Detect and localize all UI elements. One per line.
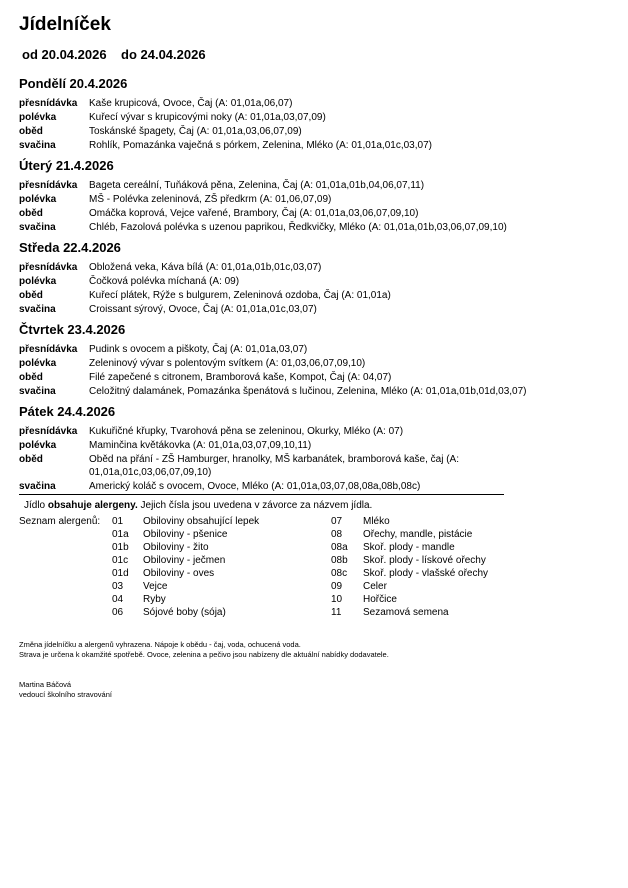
- meal-label: svačina: [19, 386, 56, 397]
- day-heading-tuesday: Úterý 21.4.2026: [19, 158, 114, 173]
- allergen-name: Vejce: [143, 581, 168, 592]
- allergen-name: Skoř. plody - lískové ořechy: [363, 555, 486, 566]
- meal-label: oběd: [19, 372, 43, 383]
- meal-text: Bageta cereální, Tuňáková pěna, Zelenina, Čaj (A: 01,01a,01b,04,06,07,11): [89, 180, 425, 191]
- allergen-name: Sezamová semena: [363, 607, 449, 618]
- meal-text: Maminčina květákovka (A: 01,01a,03,07,09,10,11): [89, 440, 312, 451]
- allergen-name: Ořechy, mandle, pistácie: [363, 529, 473, 540]
- signature-name: Martina Báčová: [19, 680, 72, 689]
- meal-text: Zeleninový vývar s polentovým svítkem (A: 01,03,06,07,09,10): [89, 358, 366, 369]
- meal-label: oběd: [19, 290, 43, 301]
- allergen-name: Sójové boby (sója): [143, 607, 226, 618]
- allergen-name: Obiloviny obsahující lepek: [143, 516, 260, 527]
- meal-label: přesnídávka: [19, 262, 78, 273]
- allergen-name: Skoř. plody - vlašské ořechy: [363, 568, 489, 579]
- allergen-note-suffix: Jejich čísla jsou uvedena v závorce za názvem jídla.: [137, 500, 373, 511]
- allergen-code: 01c: [112, 555, 129, 566]
- allergen-name: Obiloviny - oves: [143, 568, 215, 579]
- meal-text: Oběd na přání - ZŠ Hamburger, hranolky, MŠ karbanátek, bramborová kaše, čaj (A:: [89, 454, 459, 465]
- meal-label: polévka: [19, 358, 57, 369]
- meal-label: polévka: [19, 276, 57, 287]
- meal-label: přesnídávka: [19, 180, 78, 191]
- page-title: Jídelníček: [19, 14, 111, 35]
- day-heading-friday: Pátek 24.4.2026: [19, 404, 116, 419]
- allergen-code: 08a: [331, 542, 348, 553]
- meal-text: Americký koláč s ovocem, Ovoce, Mléko (A: 01,01a,03,07,08,08a,08b,08c): [89, 481, 421, 492]
- meal-text: Kuřecí vývar s krupicovými noky (A: 01,01a,03,07,09): [89, 112, 326, 123]
- menu-period: [22, 47, 206, 62]
- meal-label: svačina: [19, 140, 56, 151]
- meal-text: Chléb, Fazolová polévka s uzenou paprikou, Ředkvičky, Mléko (A: 01,01a,01b,03,06,07,09,10): [89, 222, 507, 233]
- allergen-name: Mléko: [363, 516, 390, 527]
- divider: [19, 494, 504, 495]
- allergen-list-label: Seznam alergenů:: [19, 516, 101, 527]
- allergen-code: 01a: [112, 529, 129, 540]
- period-to: do 24.04.2026: [121, 47, 206, 62]
- meal-label: oběd: [19, 454, 43, 465]
- allergen-code: 07: [331, 516, 343, 527]
- meal-label: přesnídávka: [19, 426, 78, 437]
- meal-text: Čočková polévka míchaná (A: 09): [89, 276, 240, 287]
- meal-text: Kukuřičné křupky, Tvarohová pěna se zeleninou, Okurky, Mléko (A: 07): [89, 426, 404, 437]
- footer-note-1: Změna jídelníčku a alergenů vyhrazena. Nápoje k obědu - čaj, voda, ochucená voda.: [19, 640, 301, 649]
- meal-label: svačina: [19, 304, 56, 315]
- meal-label: svačina: [19, 222, 56, 233]
- day-heading-wednesday: Středa 22.4.2026: [19, 240, 121, 255]
- meal-label: přesnídávka: [19, 98, 78, 109]
- footer-note-2: Strava je určena k okamžité spotřebě. Ovoce, zelenina a pečivo jsou nabízeny dle aktuální nabídky dodavatele.: [19, 650, 389, 659]
- allergen-code: 01d: [112, 568, 129, 579]
- meal-text: Croissant sýrový, Ovoce, Čaj (A: 01,01a,01c,03,07): [89, 304, 317, 315]
- meal-label: oběd: [19, 126, 43, 137]
- allergen-code: 01: [112, 516, 124, 527]
- allergen-name: Obiloviny - žito: [143, 542, 209, 553]
- meal-text: Toskánské špagety, Čaj (A: 01,01a,03,06,07,09): [89, 126, 302, 137]
- meal-text: Filé zapečené s citronem, Bramborová kaše, Kompot, Čaj (A: 04,07): [89, 372, 392, 383]
- meal-text: Rohlík, Pomazánka vaječná s pórkem, Zelenina, Mléko (A: 01,01a,01c,03,07): [89, 140, 432, 151]
- allergen-name: Obiloviny - pšenice: [143, 529, 228, 540]
- allergen-code: 08c: [331, 568, 348, 579]
- meal-text: Obložená veka, Káva bílá (A: 01,01a,01b,01c,03,07): [89, 262, 322, 273]
- period-from: od 20.04.2026: [22, 47, 107, 62]
- allergen-code: 08: [331, 529, 343, 540]
- allergen-note: [24, 500, 372, 511]
- meal-text: Kuřecí plátek, Rýže s bulgurem, Zeleninová ozdoba, Čaj (A: 01,01a): [89, 290, 391, 301]
- allergen-note-bold: obsahuje alergeny.: [47, 500, 138, 511]
- allergen-note-prefix: Jídlo: [24, 500, 48, 511]
- allergen-name: Skoř. plody - mandle: [363, 542, 455, 553]
- meal-text: Omáčka koprová, Vejce vařené, Brambory, Čaj (A: 01,01a,03,06,07,09,10): [89, 208, 419, 219]
- allergen-code: 08b: [331, 555, 348, 566]
- meal-text: Celožitný dalamánek, Pomazánka špenátová s lučinou, Zelenina, Mléko (A: 01,01a,01b,01d,03,07): [89, 386, 527, 397]
- meal-text: Pudink s ovocem a piškoty, Čaj (A: 01,01a,03,07): [89, 344, 308, 355]
- day-heading-thursday: Čtvrtek 23.4.2026: [19, 322, 126, 337]
- meal-label: svačina: [19, 481, 56, 492]
- signature-role: vedoucí školního stravování: [19, 690, 112, 699]
- meal-label: polévka: [19, 194, 57, 205]
- allergen-name: Obiloviny - ječmen: [143, 555, 226, 566]
- allergen-code: 01b: [112, 542, 129, 553]
- meal-label: polévka: [19, 440, 57, 451]
- allergen-code: 10: [331, 594, 343, 605]
- allergen-code: 11: [331, 607, 342, 618]
- meal-text: Kaše krupicová, Ovoce, Čaj (A: 01,01a,06,07): [89, 98, 293, 109]
- meal-text: MŠ - Polévka zeleninová, ZŠ předkrm (A: 01,06,07,09): [89, 194, 332, 205]
- day-heading-monday: Pondělí 20.4.2026: [19, 76, 128, 91]
- allergen-code: 09: [331, 581, 343, 592]
- meal-text-continuation: 01,01a,01c,03,06,07,09,10): [89, 467, 212, 478]
- meal-label: přesnídávka: [19, 344, 78, 355]
- allergen-name: Hořčice: [363, 594, 397, 605]
- allergen-code: 06: [112, 607, 124, 618]
- allergen-code: 04: [112, 594, 124, 605]
- allergen-name: Ryby: [143, 594, 166, 605]
- meal-label: oběd: [19, 208, 43, 219]
- meal-label: polévka: [19, 112, 57, 123]
- allergen-code: 03: [112, 581, 124, 592]
- allergen-name: Celer: [363, 581, 387, 592]
